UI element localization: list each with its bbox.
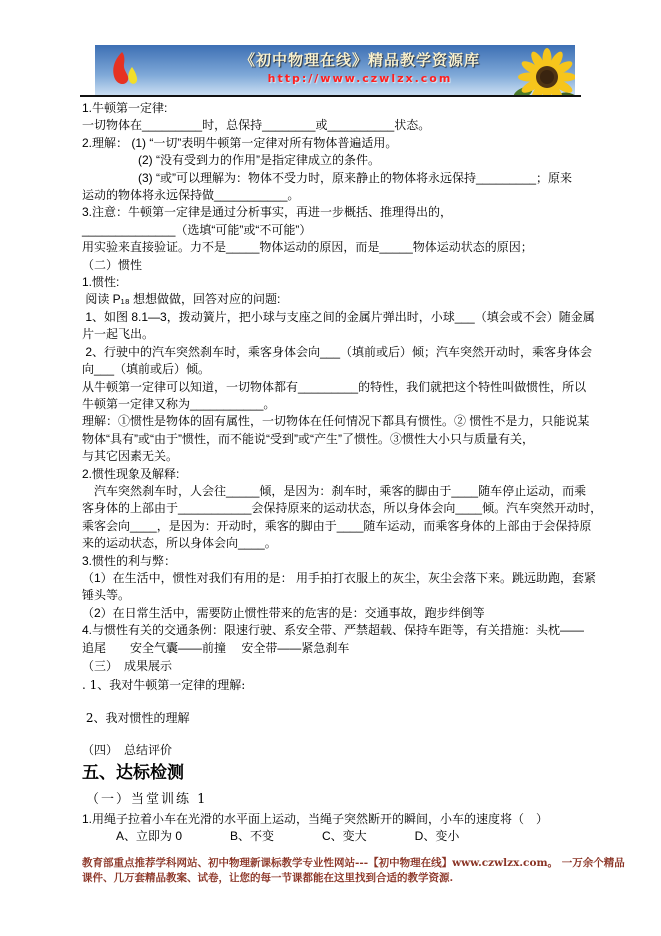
text-line: （二）惯性 (82, 257, 143, 272)
banner-url-link[interactable]: http://www.czwlzx.com (267, 72, 453, 85)
text-line: 1.惯性: (82, 275, 120, 290)
header-divider-rule (80, 95, 581, 97)
footer-line: 课件、几万套精品教案、试卷，让您的每一节课都能在这里找到合适的教学资源. (82, 872, 454, 884)
text-line: 理解：①惯性是物体的固有属性，一切物体在任何情况下都具有惯性。② 惯性不是力，只能说某 (82, 414, 590, 429)
section-heading: 五、达标检测 (82, 763, 184, 783)
document-body (82, 100, 603, 846)
text-line: 用实验来直接验证。力不是_____物体运动的原因，而是_____物体运动状态的原因； (82, 240, 533, 255)
text-line: 来的运动状态，所以身体会向____。 (82, 536, 277, 551)
footer-line: 教育部重点推荐学科网站、初中物理新课标教学专业性网站---【初中物理在线】www.czwlzx.com。 一万余个精品 (82, 857, 625, 869)
answer-options: A、立即为 0 B、不变 C、变大 D、变小 (92, 829, 460, 844)
text-line: 2、行驶中的汽车突然刹车时，乘客身体会向___（填前或后）倾；汽车突然开动时，乘客身体会 (82, 344, 593, 359)
text-line: 2、我对惯性的理解 (82, 710, 190, 725)
text-line: 3.惯性的利与弊： (82, 553, 177, 568)
page-footer (82, 856, 625, 886)
text-line: 1.用绳子拉着小车在光滑的水平面上运动，当绳子突然断开的瞬间，小车的速度将（ ） (82, 812, 549, 826)
text-line: 4.与惯性有关的交通条例：限速行驶、系安全带、严禁超载、保持车距等，有关措施：头枕—— (82, 623, 585, 638)
text-line: (3) “或”可以理解为：物体不受力时，原来静止的物体将永远保持_________；原来 (138, 170, 573, 185)
text-line: 阅读 P₁₈ 想想做做，回答对应的问题: (82, 292, 281, 307)
text-line: (2) “没有受到力的作用”是指定律成立的条件。 (138, 153, 380, 168)
text-line: . 1、我对牛顿第一定律的理解: (82, 678, 246, 692)
text-line: 锤头等。 (82, 588, 131, 603)
text-line: 追尾 安全气囊——前撞 安全带——紧急刹车 (82, 640, 350, 655)
text-line: 2.惯性现象及解释: (82, 466, 180, 481)
sunflower-icon (491, 45, 575, 95)
text-line: 客身体的上部由于___________会保持原来的运动状态，所以身体会向____倾。汽车突然开动时， (82, 501, 603, 516)
text-line: 片一起飞出。 (82, 327, 155, 342)
banner-text (215, 49, 505, 85)
site-banner (95, 45, 575, 95)
text-line: ______________（选填“可能”或“不可能”） (82, 222, 312, 237)
blank-line (82, 728, 588, 742)
text-line: 一切物体在_________时，总保持________或__________状态。 (82, 118, 431, 133)
text-line: 与其它因素无关。 (82, 449, 179, 464)
text-line: 乘客会向____，是因为：开动时，乘客的脚由于____随车运动，而乘客身体的上部由于会保持原 (82, 518, 592, 533)
text-line: （四） 总结评价 (82, 743, 173, 757)
text-line: 3.注意：牛顿第一定律是通过分析事实，再进一步概括、推理得出的， (82, 205, 453, 220)
text-line: 从牛顿第一定律可以知道，一切物体都有_________的特性，我们就把这个特性叫做惯性，所以 (82, 379, 587, 394)
text-line: 1、如图 8.1—3，拨动簧片，把小球与支座之间的金属片弹出时，小球___（填会或不会）随金属 (82, 309, 595, 324)
text-line: 2.理解： (1) “一切”表明牛顿第一定律对所有物体普遍适用。 (82, 135, 398, 150)
text-line: 向___（填前或后）倾。 (82, 362, 211, 377)
blank-line (82, 695, 588, 709)
text-line: 运动的物体将永远保持做___________。 (82, 188, 300, 203)
text-line: 汽车突然刹车时，人会往_____倾，是因为：刹车时，乘客的脚由于____随车停止运动，而乘 (82, 483, 587, 498)
text-line: （2）在日常生活中，需要防止惯性带来的危害的是：交通事故，跑步绊倒等 (82, 605, 485, 620)
banner-title: 《初中物理在线》精品教学资源库 (239, 51, 480, 69)
site-logo-flame-icon (107, 50, 143, 90)
subsection-heading: （一）当堂训练 1 (86, 792, 208, 807)
text-line: 牛顿第一定律又称为___________。 (82, 396, 276, 411)
text-line: 1.牛顿第一定律: (82, 101, 168, 115)
text-line: （三） 成果展示 (82, 659, 173, 673)
text-line: （1）在生活中，惯性对我们有用的是： 用手拍打衣服上的灰尘，灰尘会落下来。跳远助跑，套紧 (82, 570, 597, 585)
text-line: 物体“具有”或“由于”惯性，而不能说“受到”或“产生”了惯性。③惯性大小只与质量有关， (82, 431, 534, 446)
